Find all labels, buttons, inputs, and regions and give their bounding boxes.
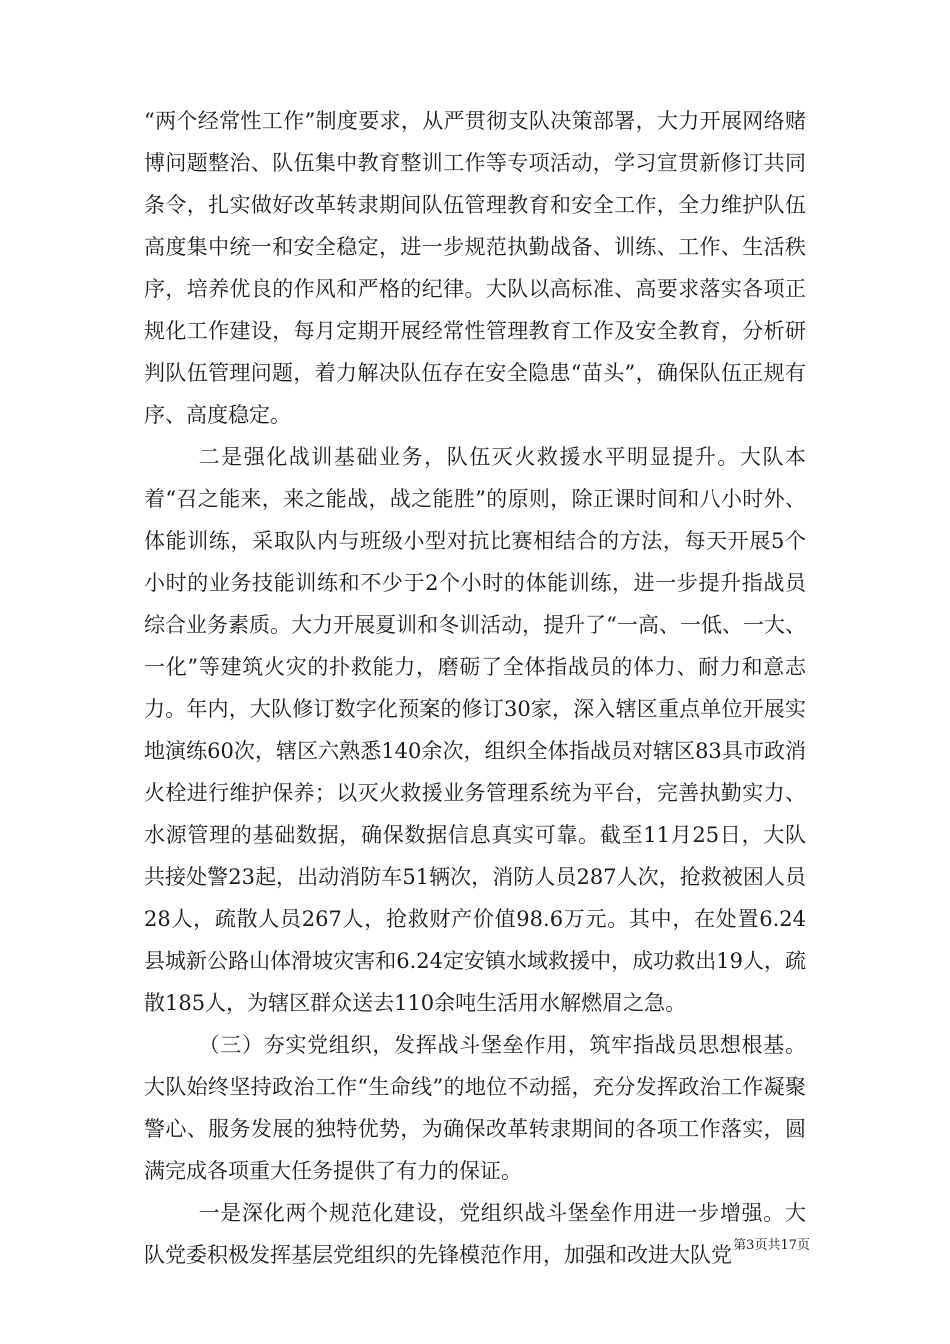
page-number-footer: 第3页共17页	[733, 1238, 810, 1253]
document-body	[144, 100, 806, 1276]
paragraph-party-organization: （三）夯实党组织，发挥战斗堡垒作用，筑牢指战员思想根基。大队始终坚持政治工作“生命线”的地位不动摇，充分发挥政治工作凝聚警心、服务发展的独特优势，为确保改革转隶期间的各项工作落实，圆满完成各项重大任务提供了有力的保证。	[144, 1033, 806, 1183]
paragraph-continued: “两个经常性工作”制度要求，从严贯彻支队决策部署，大力开展网络赌博问题整治、队伍集中教育整训工作等专项活动，学习宣贯新修订共同条令，扎实做好改革转隶期间队伍管理教育和安全工作，全力维护队伍高度集中统一和安全稳定，进一步规范执勤战备、训练、工作、生活秩序，培养优良的作风和严格的纪律。大队以高标准、高要求落实各项正规化工作建设，每月定期开展经常性管理教育工作及安全教育，分析研判队伍管理问题，着力解决队伍存在安全隐患“苗头”，确保队伍正规有序、高度稳定。	[144, 109, 806, 427]
paragraph-combat-training: 二是强化战训基础业务，队伍灭火救援水平明显提升。大队本着“召之能来，来之能战，战之能胜”的原则，除正课时间和八小时外、体能训练，采取队内与班级小型对抗比赛相结合的方法，每天开展5个小时的业务技能训练和不少于2个小时的体能训练，进一步提升指战员综合业务素质。大力开展夏训和冬训活动，提升了“一高、一低、一大、一化”等建筑火灾的扑救能力，磨砺了全体指战员的体力、耐力和意志力。年内，大队修订数字化预案的修订30家，深入辖区重点单位开展实地演练60次，辖区六熟悉140余次，组织全体指战员对辖区83具市政消火栓进行维护保养；以灭火救援业务管理系统为平台，完善执勤实力、水源管理的基础数据，确保数据信息真实可靠。截至11月25日，大队共接处警23起，出动消防车51辆次，消防人员287人次，抢救被困人员28人，疏散人员267人，抢救财产价值98.6万元。其中，在处置6.24县城新公路山体滑坡灾害和6.24定安镇水域救援中，成功救出19人，疏散185人，为辖区群众送去110余吨生活用水解燃眉之急。	[144, 445, 806, 1015]
paragraph-standardization: 一是深化两个规范化建设，党组织战斗堡垒作用进一步增强。大队党委积极发挥基层党组织的先锋模范作用，加强和改进大队党	[144, 1201, 806, 1267]
